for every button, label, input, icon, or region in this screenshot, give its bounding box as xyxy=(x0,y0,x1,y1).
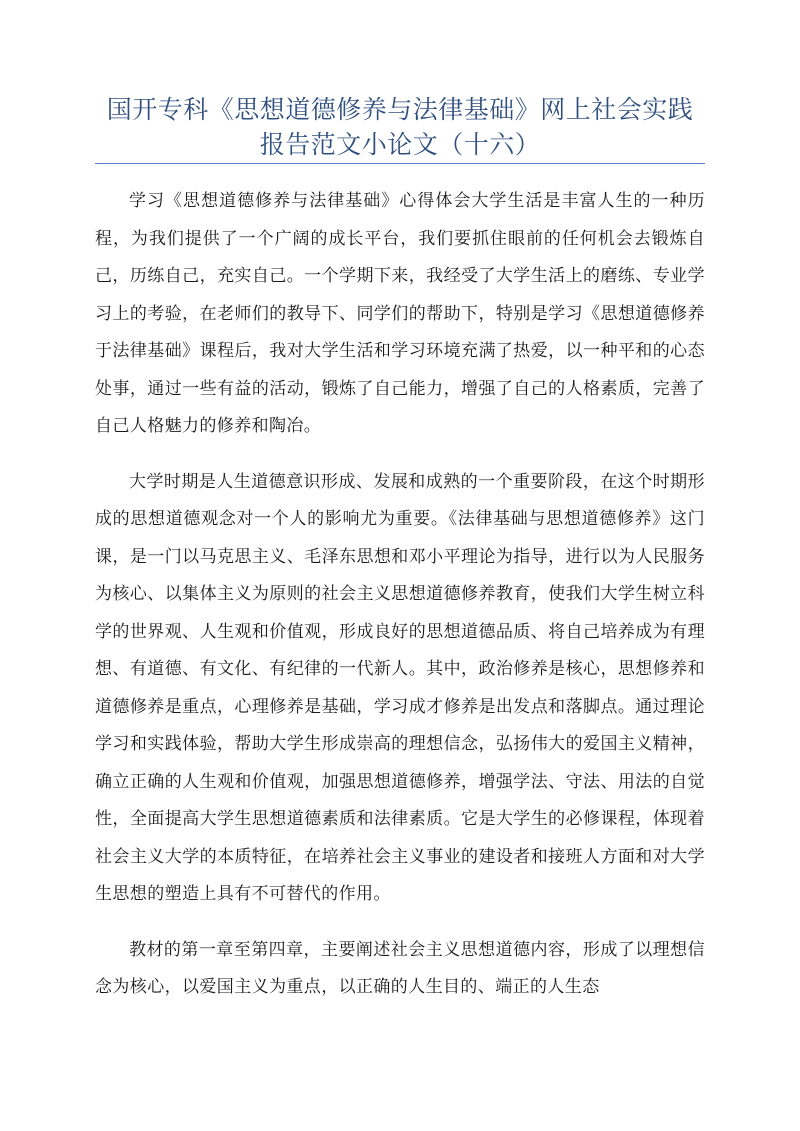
document-body xyxy=(95,183,705,1025)
title-underline xyxy=(95,163,705,164)
paragraph-1: 学习《思想道德修养与法律基础》心得体会大学生活是丰富人生的一种历程，为我们提供了一个广阔的成长平台，我们要抓住眼前的任何机会去锻炼自己，历练自己，充实自己。一个学期下来，我经受了大学生活上的磨练、专业学习上的考验，在老师们的教导下、同学们的帮助下，特别是学习《思想道德修养于法律基础》课程后，我对大学生活和学习环境充满了热爱，以一种平和的心态处事，通过一些有益的活动，锻炼了自己能力，增强了自己的人格素质，完善了自己人格魅力的修养和陶冶。 xyxy=(95,191,705,436)
paragraph-2: 大学时期是人生道德意识形成、发展和成熟的一个重要阶段，在这个时期形成的思想道德观念对一个人的影响尤为重要。《法律基础与思想道德修养》这门课，是一门以马克思主义、毛泽东思想和邓小平理论为指导，进行以为人民服务为核心、以集体主义为原则的社会主义思想道德修养教育，使我们大学生树立科学的世界观、人生观和价值观，形成良好的思想道德品质、将自己培养成为有理想、有道德、有文化、有纪律的一代新人。其中，政治修养是核心，思想修养和道德修养是重点，心理修养是基础，学习成才修养是出发点和落脚点。通过理论学习和实践体验，帮助大学生形成崇高的理想信念，弘扬伟大的爱国主义精神，确立正确的人生观和价值观，加强思想道德修养，增强学法、守法、用法的自觉性，全面提高大学生思想道德素质和法律素质。它是大学生的必修课程，体现着社会主义大学的本质特征，在培养社会主义事业的建设者和接班人方面和对大学生思想的塑造上具有不可替代的作用。 xyxy=(95,471,705,904)
paragraph-3: 教材的第一章至第四章，主要阐述社会主义思想道德内容，形成了以理想信念为核心，以爱国主义为重点，以正确的人生目的、端正的人生态 xyxy=(95,939,705,997)
page-title: 国开专科《思想道德修养与法律基础》网上社会实践报告范文小论文（十六） xyxy=(106,95,694,159)
